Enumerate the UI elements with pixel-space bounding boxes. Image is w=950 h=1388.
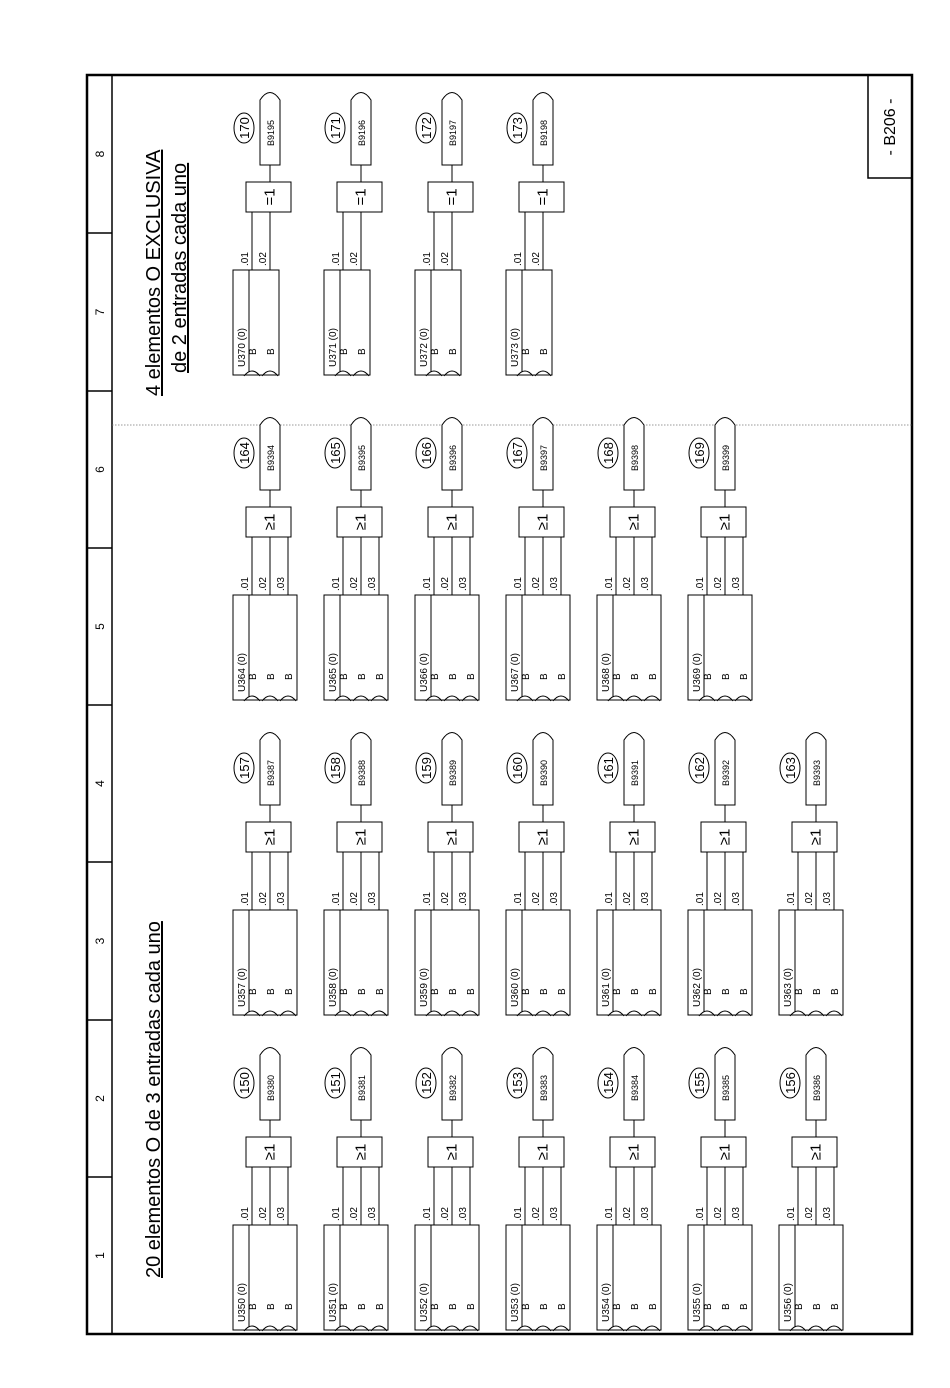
pin-label-01: .01 — [695, 577, 706, 591]
input-type-label: B — [830, 1303, 841, 1310]
block-number: 166 — [419, 442, 434, 464]
pin-label-03: .03 — [276, 577, 287, 591]
or-symbol: ≥1 — [261, 828, 279, 846]
block-number: 160 — [510, 757, 525, 779]
column-number-1: 1 — [93, 1252, 107, 1259]
input-type-label: B — [721, 988, 732, 995]
output-label: B9392 — [721, 759, 731, 787]
pin-label-01: .01 — [604, 1207, 615, 1221]
input-type-label: B — [630, 673, 641, 680]
parameter-label: U367 (0) — [510, 653, 521, 692]
pin-label-01: .01 — [695, 892, 706, 906]
input-type-label: B — [339, 673, 350, 680]
or-symbol: ≥1 — [534, 513, 552, 531]
block-number: 153 — [510, 1072, 525, 1094]
input-type-label: B — [448, 1303, 459, 1310]
input-type-label: B — [339, 348, 350, 355]
input-type-label: B — [375, 1303, 386, 1310]
input-type-label: B — [466, 988, 477, 995]
output-label: B9198 — [539, 119, 549, 147]
or-block-163 — [779, 733, 843, 1017]
pin-label-01: .01 — [331, 1207, 342, 1221]
or-symbol: ≥1 — [261, 513, 279, 531]
or-symbol: ≥1 — [352, 1143, 370, 1161]
or-block-157 — [233, 733, 297, 1017]
input-type-label: B — [430, 1303, 441, 1310]
pin-label-02: .02 — [349, 577, 360, 591]
block-number: 156 — [783, 1072, 798, 1094]
pin-label-03: .03 — [822, 892, 833, 906]
parameter-label: U373 (0) — [510, 328, 521, 367]
or-symbol: ≥1 — [716, 1143, 734, 1161]
input-type-label: B — [266, 348, 277, 355]
or-block-152 — [415, 1048, 479, 1332]
parameter-label: U359 (0) — [419, 968, 430, 1007]
input-type-label: B — [248, 673, 259, 680]
or-block-151 — [324, 1048, 388, 1332]
input-type-label: B — [430, 348, 441, 355]
pin-label-02: .02 — [531, 577, 542, 591]
or-symbol: ≥1 — [261, 1143, 279, 1161]
pin-label-02: .02 — [531, 252, 542, 266]
output-label: B9388 — [357, 759, 367, 787]
or-symbol: ≥1 — [352, 513, 370, 531]
logic-blocks — [233, 93, 843, 1332]
pin-label-03: .03 — [549, 892, 560, 906]
or-symbol: ≥1 — [443, 828, 461, 846]
parameter-label: U372 (0) — [419, 328, 430, 367]
output-label: B9386 — [812, 1074, 822, 1102]
input-type-label: B — [430, 673, 441, 680]
input-type-label: B — [612, 1303, 623, 1310]
or-symbol: ≥1 — [534, 828, 552, 846]
output-label: B9385 — [721, 1074, 731, 1102]
block-number: 173 — [510, 117, 525, 139]
parameter-label: U368 (0) — [601, 653, 612, 692]
input-type-label: B — [521, 348, 532, 355]
input-type-label: B — [739, 988, 750, 995]
pin-label-03: .03 — [640, 577, 651, 591]
or-symbol: ≥1 — [443, 513, 461, 531]
or-symbol: ≥1 — [807, 1143, 825, 1161]
parameter-label: U364 (0) — [237, 653, 248, 692]
block-number: 159 — [419, 757, 434, 779]
output-label: B9397 — [539, 444, 549, 472]
or-block-162 — [688, 733, 752, 1017]
pin-label-03: .03 — [276, 1207, 287, 1221]
or-block-161 — [597, 733, 661, 1017]
or-block-169 — [688, 418, 752, 702]
input-type-label: B — [375, 988, 386, 995]
block-number: 163 — [783, 757, 798, 779]
parameter-label: U352 (0) — [419, 1283, 430, 1322]
xor-symbol: =1 — [261, 188, 279, 206]
pin-label-03: .03 — [549, 577, 560, 591]
input-type-label: B — [630, 1303, 641, 1310]
parameter-label: U362 (0) — [692, 968, 703, 1007]
pin-label-01: .01 — [240, 252, 251, 266]
page-label: - B206 - — [882, 98, 899, 156]
or-block-166 — [415, 418, 479, 702]
block-number: 164 — [237, 442, 252, 464]
block-number: 158 — [328, 757, 343, 779]
column-number-3: 3 — [93, 937, 107, 945]
pin-label-01: .01 — [422, 1207, 433, 1221]
parameter-label: U351 (0) — [328, 1283, 339, 1322]
input-type-label: B — [521, 988, 532, 995]
output-label: B9395 — [357, 444, 367, 472]
pin-label-01: .01 — [695, 1207, 706, 1221]
output-label: B9380 — [266, 1074, 276, 1102]
pin-label-03: .03 — [458, 577, 469, 591]
input-type-label: B — [521, 1303, 532, 1310]
or-block-153 — [506, 1048, 570, 1332]
block-number: 157 — [237, 757, 252, 779]
input-type-label: B — [248, 1303, 259, 1310]
parameter-label: U370 (0) — [237, 328, 248, 367]
column-number-6: 6 — [93, 466, 107, 473]
pin-label-02: .02 — [440, 892, 451, 906]
parameter-label: U369 (0) — [692, 653, 703, 692]
or-block-159 — [415, 733, 479, 1017]
or-block-167 — [506, 418, 570, 702]
block-number: 170 — [237, 117, 252, 139]
pin-label-02: .02 — [258, 892, 269, 906]
input-type-label: B — [284, 1303, 295, 1310]
pin-label-02: .02 — [440, 577, 451, 591]
pin-label-02: .02 — [531, 892, 542, 906]
output-label: B9391 — [630, 759, 640, 787]
input-type-label: B — [284, 673, 295, 680]
block-number: 150 — [237, 1072, 252, 1094]
pin-label-01: .01 — [513, 252, 524, 266]
input-type-label: B — [357, 348, 368, 355]
parameter-label: U358 (0) — [328, 968, 339, 1007]
pin-label-02: .02 — [349, 892, 360, 906]
xor-block-171 — [324, 93, 382, 377]
block-number: 162 — [692, 757, 707, 779]
output-label: B9195 — [266, 119, 276, 147]
input-type-label: B — [648, 1303, 659, 1310]
pin-label-01: .01 — [331, 892, 342, 906]
or-block-155 — [688, 1048, 752, 1332]
input-type-label: B — [339, 988, 350, 995]
or-block-154 — [597, 1048, 661, 1332]
output-label: B9393 — [812, 759, 822, 787]
pin-label-03: .03 — [367, 1207, 378, 1221]
parameter-label: U363 (0) — [783, 968, 794, 1007]
output-label: B9394 — [266, 444, 276, 472]
output-label: B9197 — [448, 119, 458, 147]
column-number-4: 4 — [93, 780, 107, 787]
pin-label-02: .02 — [622, 1207, 633, 1221]
input-type-label: B — [539, 988, 550, 995]
pin-label-02: .02 — [713, 1207, 724, 1221]
block-number: 151 — [328, 1072, 343, 1094]
output-label: B9381 — [357, 1074, 367, 1102]
parameter-label: U356 (0) — [783, 1283, 794, 1322]
input-type-label: B — [721, 673, 732, 680]
input-type-label: B — [339, 1303, 350, 1310]
pin-label-01: .01 — [422, 252, 433, 266]
or-symbol: ≥1 — [625, 828, 643, 846]
pin-label-01: .01 — [513, 577, 524, 591]
input-type-label: B — [266, 988, 277, 995]
pin-label-01: .01 — [240, 892, 251, 906]
parameter-label: U350 (0) — [237, 1283, 248, 1322]
input-type-label: B — [448, 673, 459, 680]
input-type-label: B — [248, 348, 259, 355]
or-symbol: ≥1 — [716, 828, 734, 846]
pin-label-02: .02 — [713, 577, 724, 591]
input-type-label: B — [357, 1303, 368, 1310]
pin-label-01: .01 — [240, 1207, 251, 1221]
or-block-158 — [324, 733, 388, 1017]
input-type-label: B — [812, 1303, 823, 1310]
input-type-label: B — [266, 1303, 277, 1310]
input-type-label: B — [612, 988, 623, 995]
input-type-label: B — [357, 988, 368, 995]
xor-symbol: =1 — [352, 188, 370, 206]
input-type-label: B — [739, 1303, 750, 1310]
input-type-label: B — [648, 673, 659, 680]
pin-label-02: .02 — [258, 577, 269, 591]
pin-label-01: .01 — [422, 577, 433, 591]
pin-label-01: .01 — [422, 892, 433, 906]
pin-label-03: .03 — [640, 1207, 651, 1221]
input-type-label: B — [539, 673, 550, 680]
input-type-label: B — [557, 988, 568, 995]
input-type-label: B — [284, 988, 295, 995]
pin-label-03: .03 — [458, 1207, 469, 1221]
input-type-label: B — [612, 673, 623, 680]
or-block-150 — [233, 1048, 297, 1332]
input-type-label: B — [703, 988, 714, 995]
input-type-label: B — [794, 1303, 805, 1310]
output-label: B9196 — [357, 119, 367, 147]
input-type-label: B — [430, 988, 441, 995]
input-type-label: B — [794, 988, 805, 995]
parameter-label: U354 (0) — [601, 1283, 612, 1322]
pin-label-01: .01 — [604, 577, 615, 591]
or-block-160 — [506, 733, 570, 1017]
input-type-label: B — [357, 673, 368, 680]
or-symbol: ≥1 — [352, 828, 370, 846]
pin-label-02: .02 — [440, 1207, 451, 1221]
output-label: B9398 — [630, 444, 640, 472]
or-symbol: ≥1 — [443, 1143, 461, 1161]
output-label: B9399 — [721, 444, 731, 472]
output-label: B9384 — [630, 1074, 640, 1102]
parameter-label: U360 (0) — [510, 968, 521, 1007]
pin-label-03: .03 — [367, 892, 378, 906]
or-symbol: ≥1 — [625, 513, 643, 531]
pin-label-01: .01 — [786, 892, 797, 906]
pin-label-02: .02 — [804, 1207, 815, 1221]
xor-section-title-line2: de 2 entradas cada uno — [169, 162, 191, 373]
input-type-label: B — [248, 988, 259, 995]
or-block-164 — [233, 418, 297, 702]
input-type-label: B — [721, 1303, 732, 1310]
input-type-label: B — [266, 673, 277, 680]
column-number-strip — [87, 150, 112, 1259]
pin-label-02: .02 — [622, 892, 633, 906]
sheet-frame — [87, 75, 912, 1334]
block-number: 154 — [601, 1072, 616, 1094]
or-symbol: ≥1 — [716, 513, 734, 531]
input-type-label: B — [703, 1303, 714, 1310]
pin-label-01: .01 — [604, 892, 615, 906]
xor-block-170 — [233, 93, 291, 377]
or-symbol: ≥1 — [625, 1143, 643, 1161]
block-number: 152 — [419, 1072, 434, 1094]
input-type-label: B — [830, 988, 841, 995]
block-number: 165 — [328, 442, 343, 464]
pin-label-02: .02 — [349, 252, 360, 266]
column-number-8: 8 — [93, 150, 107, 158]
pin-label-01: .01 — [513, 892, 524, 906]
parameter-label: U357 (0) — [237, 968, 248, 1007]
pin-label-01: .01 — [513, 1207, 524, 1221]
parameter-label: U353 (0) — [510, 1283, 521, 1322]
pin-label-03: .03 — [640, 892, 651, 906]
block-number: 169 — [692, 442, 707, 464]
input-type-label: B — [466, 1303, 477, 1310]
output-label: B9396 — [448, 444, 458, 472]
xor-symbol: =1 — [443, 188, 461, 206]
block-number: 155 — [692, 1072, 707, 1094]
xor-symbol: =1 — [534, 188, 552, 206]
input-type-label: B — [703, 673, 714, 680]
pin-label-02: .02 — [804, 892, 815, 906]
parameter-label: U371 (0) — [328, 328, 339, 367]
input-type-label: B — [739, 673, 750, 680]
parameter-label: U361 (0) — [601, 968, 612, 1007]
input-type-label: B — [448, 988, 459, 995]
or-block-165 — [324, 418, 388, 702]
output-label: B9387 — [266, 759, 276, 787]
output-label: B9382 — [448, 1074, 458, 1102]
parameter-label: U355 (0) — [692, 1283, 703, 1322]
pin-label-03: .03 — [822, 1207, 833, 1221]
block-number: 167 — [510, 442, 525, 464]
pin-label-01: .01 — [331, 252, 342, 266]
pin-label-03: .03 — [276, 892, 287, 906]
output-label: B9383 — [539, 1074, 549, 1102]
pin-label-03: .03 — [731, 577, 742, 591]
column-number-2: 2 — [93, 1095, 107, 1102]
pin-label-03: .03 — [731, 892, 742, 906]
input-type-label: B — [448, 348, 459, 355]
pin-label-03: .03 — [731, 1207, 742, 1221]
or-symbol: ≥1 — [534, 1143, 552, 1161]
input-type-label: B — [539, 348, 550, 355]
input-type-label: B — [630, 988, 641, 995]
pin-label-01: .01 — [786, 1207, 797, 1221]
input-type-label: B — [648, 988, 659, 995]
pin-label-02: .02 — [258, 1207, 269, 1221]
pin-label-02: .02 — [349, 1207, 360, 1221]
pin-label-03: .03 — [549, 1207, 560, 1221]
block-number: 168 — [601, 442, 616, 464]
or-section-title: 20 elementos O de 3 entradas cada uno — [143, 921, 165, 1278]
xor-block-173 — [506, 93, 564, 377]
or-symbol: ≥1 — [807, 828, 825, 846]
pin-label-01: .01 — [240, 577, 251, 591]
input-type-label: B — [539, 1303, 550, 1310]
input-type-label: B — [375, 673, 386, 680]
pin-label-02: .02 — [622, 577, 633, 591]
pin-label-02: .02 — [258, 252, 269, 266]
output-label: B9390 — [539, 759, 549, 787]
input-type-label: B — [521, 673, 532, 680]
or-block-168 — [597, 418, 661, 702]
input-type-label: B — [466, 673, 477, 680]
pin-label-03: .03 — [367, 577, 378, 591]
column-number-5: 5 — [93, 623, 107, 630]
block-number: 171 — [328, 117, 343, 139]
column-number-7: 7 — [93, 308, 107, 316]
xor-block-172 — [415, 93, 473, 377]
parameter-label: U366 (0) — [419, 653, 430, 692]
parameter-label: U365 (0) — [328, 653, 339, 692]
pin-label-02: .02 — [713, 892, 724, 906]
input-type-label: B — [557, 673, 568, 680]
pin-label-03: .03 — [458, 892, 469, 906]
input-type-label: B — [812, 988, 823, 995]
input-type-label: B — [557, 1303, 568, 1310]
block-number: 172 — [419, 117, 434, 139]
xor-section-title-line1: 4 elementos O EXCLUSIVA — [143, 149, 165, 396]
pin-label-02: .02 — [440, 252, 451, 266]
or-block-156 — [779, 1048, 843, 1332]
block-number: 161 — [601, 757, 616, 779]
pin-label-01: .01 — [331, 577, 342, 591]
output-label: B9389 — [448, 759, 458, 787]
pin-label-02: .02 — [531, 1207, 542, 1221]
